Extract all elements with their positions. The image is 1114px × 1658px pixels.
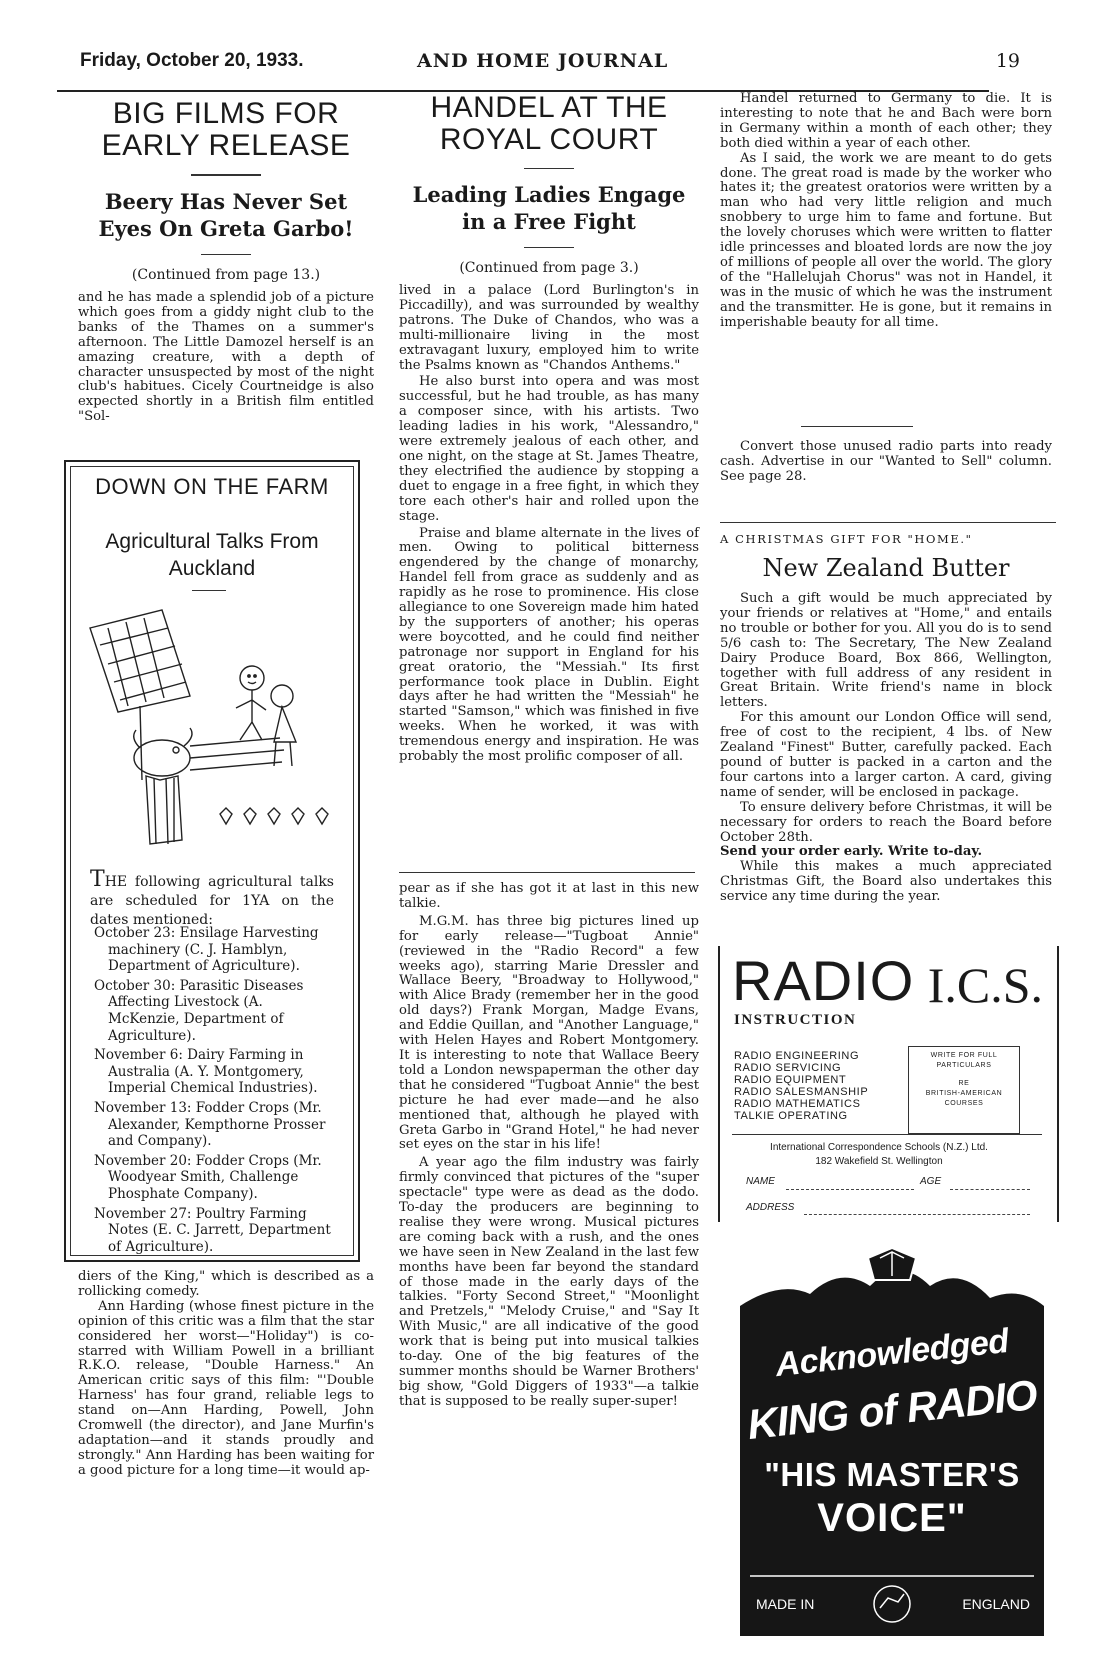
xmas-para: While this makes a much appreciated Christmas Gift, the Board also undertakes this service any time during the year. bbox=[720, 859, 1052, 905]
handel-headline: HANDEL AT THE ROYAL COURT bbox=[430, 91, 668, 156]
convert-notice bbox=[720, 440, 1052, 485]
ad-name-label: NAME bbox=[746, 1176, 775, 1187]
hmv-advert bbox=[740, 1246, 1044, 1636]
farm-intro bbox=[90, 867, 334, 930]
farm-talks-box bbox=[64, 460, 360, 1262]
column-rule bbox=[720, 522, 1056, 523]
section-rule bbox=[801, 426, 913, 427]
box-line: RE bbox=[958, 1080, 970, 1087]
ad-address-label: ADDRESS bbox=[746, 1202, 795, 1213]
christmas-gift-notice bbox=[720, 532, 1052, 905]
farm-talks-list bbox=[94, 925, 336, 1258]
farm-intro-text: HE following agricultural talks are scheduled for 1YA on the dates mentioned: bbox=[90, 874, 334, 928]
headline-dash bbox=[191, 174, 261, 176]
xmas-para: Such a gift would be much appreciated by your friends or relatives at "Home," and entails no trouble or bother for you. All you do is to send 5/6 cash to: The Secretary, The New Zealand Dairy Produce Board, Box 866, Wellington, together with full address of any resident in Great Britain. Write friend's name in block letters. bbox=[720, 591, 1052, 711]
films-para: pear as if she has got it at last in this new talkie. bbox=[399, 881, 699, 911]
ad-course-list bbox=[734, 1050, 868, 1122]
films-article-more bbox=[399, 882, 699, 1410]
ad-particulars-box bbox=[908, 1046, 1020, 1134]
box-line: WRITE FOR FULL PARTICULARS bbox=[930, 1052, 998, 1069]
handel-article bbox=[399, 92, 699, 765]
films-subhead: Beery Has Never Set Eyes On Greta Garbo! bbox=[98, 189, 354, 241]
farm-dash bbox=[192, 590, 226, 591]
list-item: November 27: Poultry Farming Notes (E. C. Jarrett, Department of Agriculture). bbox=[94, 1205, 331, 1255]
handel-para: Handel returned to Germany to die. It is interesting to note that he and Bach were born in Germany within a month of each other; they both died within a year of each other. bbox=[720, 91, 1052, 151]
handel-para: lived in a palace (Lord Burlington's in Piccadilly), and was surrounded by wealthy patrons. The Duke of Chandos, who was a multi-millionaire living in the most extravagant luxury, employed him to write the Psalms known as "Chandos Anthems." bbox=[399, 283, 699, 373]
films-article-continued bbox=[78, 1270, 374, 1479]
name-line bbox=[786, 1189, 914, 1190]
films-article-head bbox=[78, 98, 374, 425]
films-para: and he has made a splendid job of a picture which goes from a giddy night club to the banks of the Thames on a summer's afternoon. The Little Damozel herself is an amazing creature, with a depth of character unsuspected by most of the night club's habitues. Cicely Courtneidge is also expected shortly in a British film entitled "Sol- bbox=[78, 290, 374, 425]
list-item: RADIO SALESMANSHIP bbox=[734, 1086, 869, 1098]
handel-para: He also burst into opera and was most successful, but he had trouble, as has many a composer since, with his artists. Two leading ladies in his work, "Alessandro," were extremely jealous of each other, and one night, on the stage at St. James Theatre, they electrified the audience by stopping a duet to engage in a free fight, in which they tore each other's hair and rolled upon the stage. bbox=[399, 374, 699, 524]
farm-subtitle: Agricultural Talks From Auckland bbox=[105, 530, 319, 580]
list-item: RADIO EQUIPMENT bbox=[734, 1074, 847, 1086]
list-item: RADIO ENGINEERING bbox=[734, 1050, 860, 1062]
page-number: 19 bbox=[995, 50, 1020, 72]
films-headline: BIG FILMS FOR EARLY RELEASE bbox=[101, 97, 351, 162]
masthead bbox=[80, 50, 1060, 80]
handel-subhead: Leading Ladies Engage in a Free Fight bbox=[412, 182, 686, 234]
hmv-england: ENGLAND bbox=[962, 1596, 1030, 1612]
butter-title: New Zealand Butter bbox=[762, 554, 1010, 582]
handel-article-continued bbox=[720, 92, 1052, 331]
ad-school-name: International Correspondence Schools (N.Z.) Ltd. bbox=[770, 1142, 988, 1153]
list-item: November 20: Fodder Crops (Mr. Woodyear Smith, Challenge Phosphate Company). bbox=[94, 1152, 322, 1202]
headline-dash bbox=[524, 168, 574, 169]
xmas-head: A CHRISTMAS GIFT FOR "HOME." bbox=[720, 532, 973, 546]
list-item: TALKIE OPERATING bbox=[734, 1110, 848, 1122]
xmas-para: For this amount our London Office will send, free of cost to the recipient, 4 lbs. of New Zealand "Finest" Butter, carefully packed. Each pound of butter is packed in a carton and the four cartons into a larger carton. A card, giving name of sender, will be enclosed in package. bbox=[720, 710, 1052, 800]
films-continued: (Continued from page 13.) bbox=[131, 267, 321, 283]
subhead-dash bbox=[524, 247, 574, 248]
hmv-made-in: MADE IN bbox=[756, 1596, 815, 1612]
ad-radio-word: RADIO bbox=[732, 949, 915, 1012]
list-item: RADIO MATHEMATICS bbox=[734, 1098, 861, 1110]
hmv-line2: KING of RADIO bbox=[745, 1370, 1039, 1449]
subhead-dash bbox=[201, 254, 251, 255]
ad-age-label: AGE bbox=[920, 1176, 942, 1187]
ad-rule bbox=[732, 1134, 1042, 1135]
ad-instruction: INSTRUCTION bbox=[734, 1012, 857, 1028]
list-item: November 13: Fodder Crops (Mr. Alexander, Kempthorne Prosser and Company). bbox=[94, 1099, 326, 1150]
films-para: A year ago the film industry was fairly firmly convinced that pictures of the "super spectacle" type were as dead as the dodo. To-day the producers are beginning to realise they were wrong. Musical pictures are coming back with a rush, and the ones we have seen in New Zealand in the last few months have been far beyond the standard of those made in the early days of the talkies. "Forty Second Street," "Moonlight and Pretzels," "Melody Cruise," and "Say It With Music," are all indicative of the good work that is being put into musical talkies to-day. One of the big features of the summer months should be Warner Brothers' big show, "Gold Diggers of 1933"—a talkie that is supposed to be really super-super! bbox=[399, 1155, 699, 1409]
hmv-line3: "HIS MASTER'S bbox=[764, 1456, 1020, 1493]
hmv-line4: VOICE" bbox=[817, 1496, 967, 1540]
handel-para: As I said, the work we are meant to do gets done. The great road is made by the worker who hates it; the greatest oratorios were written by a man who had very little religion and much snobbery to urge him to fame and fortune. But the lovely choruses which were written to flatter idle princesses and bloated lords are now the joy of millions of people all over the world. The glory of the "Hallelujah Chorus" was not in Handel, it was in the music of which he was the instrument and the transmitter. He is gone, but it remains in imperishable beauty for all time. bbox=[720, 150, 1052, 330]
xmas-para: To ensure delivery before Christmas, it will be necessary for orders to reach the Board before October 28th. bbox=[720, 799, 1052, 845]
farm-illustration bbox=[70, 600, 352, 862]
issue-date: Friday, October 20, 1933. bbox=[80, 50, 304, 71]
ad-school-address: 182 Wakefield St. Wellington bbox=[815, 1156, 943, 1167]
list-item: October 30: Parasitic Diseases Affecting Livestock (A. McKenzie, Department of Agriculture). bbox=[94, 977, 304, 1044]
handel-para: Praise and blame alternate in the lives of men. Owing to political bitterness engendered by the change of monarchy, Handel fell from grace as suddenly and as rapidly as he rose to prominence. His close allegiance to one Sovereign made him hated by the supporters of another; his operas were boycotted, and he could find neither patronage nor support in England for his great oratorio, the "Messiah." Its first performance took place in Dublin. Eight days after he had written the "Messiah" he started "Samson," which was finished in five weeks. When he worked, it was with tremendous energy and inspiration. He was probably the most prolific composer of all. bbox=[399, 525, 699, 765]
drop-cap: T bbox=[90, 867, 105, 892]
farm-title: DOWN ON THE FARM bbox=[95, 474, 329, 499]
list-item: RADIO SERVICING bbox=[734, 1062, 842, 1074]
box-line: BRITISH-AMERICAN COURSES bbox=[925, 1090, 1003, 1107]
ad-ics-word: I.C.S. bbox=[927, 957, 1043, 1013]
convert-text: Convert those unused radio parts into ready cash. Advertise in our "Wanted to Sell" column. See page 28. bbox=[720, 439, 1052, 484]
films-para: diers of the King," which is described as a rollicking comedy. bbox=[78, 1269, 374, 1299]
radio-ics-advert bbox=[718, 946, 1059, 1222]
handel-continued: (Continued from page 3.) bbox=[459, 260, 639, 276]
age-line bbox=[950, 1189, 1030, 1190]
list-item: October 23: Ensilage Harvesting machinery (C. J. Hamblyn, Department of Agriculture). bbox=[94, 925, 319, 975]
films-para: Ann Harding (whose finest picture in the opinion of this critic was a film that the star considered her worst—"Holiday") is co-starred with William Powell in a brilliant R.K.O. release, "Double Harness." An American critic says of this film: "'Double Harness' has four grand, reliable legs to stand on—Ann Harding, Powell, John Cromwell (the director), and Jane Murfin's adaptation—and it stands proudly and strongly." Ann Harding has been waiting for a good picture for a long time—it would ap- bbox=[78, 1298, 374, 1478]
films-para: M.G.M. has three big pictures lined up for early release—"Tugboat Annie" (reviewed in the "Radio Record" a few weeks ago), starring Marie Dressler and Wallace Beery, "Broadway to Hollywood," with Alice Brady (remember her in the good old days?) Frank Morgan, Madge Evans, and Eddie Quillan, and "Another Language," with Helen Hayes and Robert Montgomery. It is interesting to note that Wallace Beery told a London newspaperman the other day that he considered "Tugboat Annie" the best picture he had ever made—and he also mentioned that, although he played with Greta Garbo in "Grand Hotel," he had never set eyes on the star in his life! bbox=[399, 913, 699, 1153]
journal-title: AND HOME JOURNAL bbox=[417, 50, 669, 72]
column-rule bbox=[399, 872, 695, 873]
xmas-bold-line: Send your order early. Write to-day. bbox=[720, 844, 983, 860]
address-line bbox=[804, 1214, 1030, 1215]
hmv-line1: Acknowledged bbox=[773, 1321, 1011, 1385]
list-item: November 6: Dairy Farming in Australia (A. Y. Montgomery, Imperial Chemical Industries). bbox=[94, 1047, 318, 1097]
